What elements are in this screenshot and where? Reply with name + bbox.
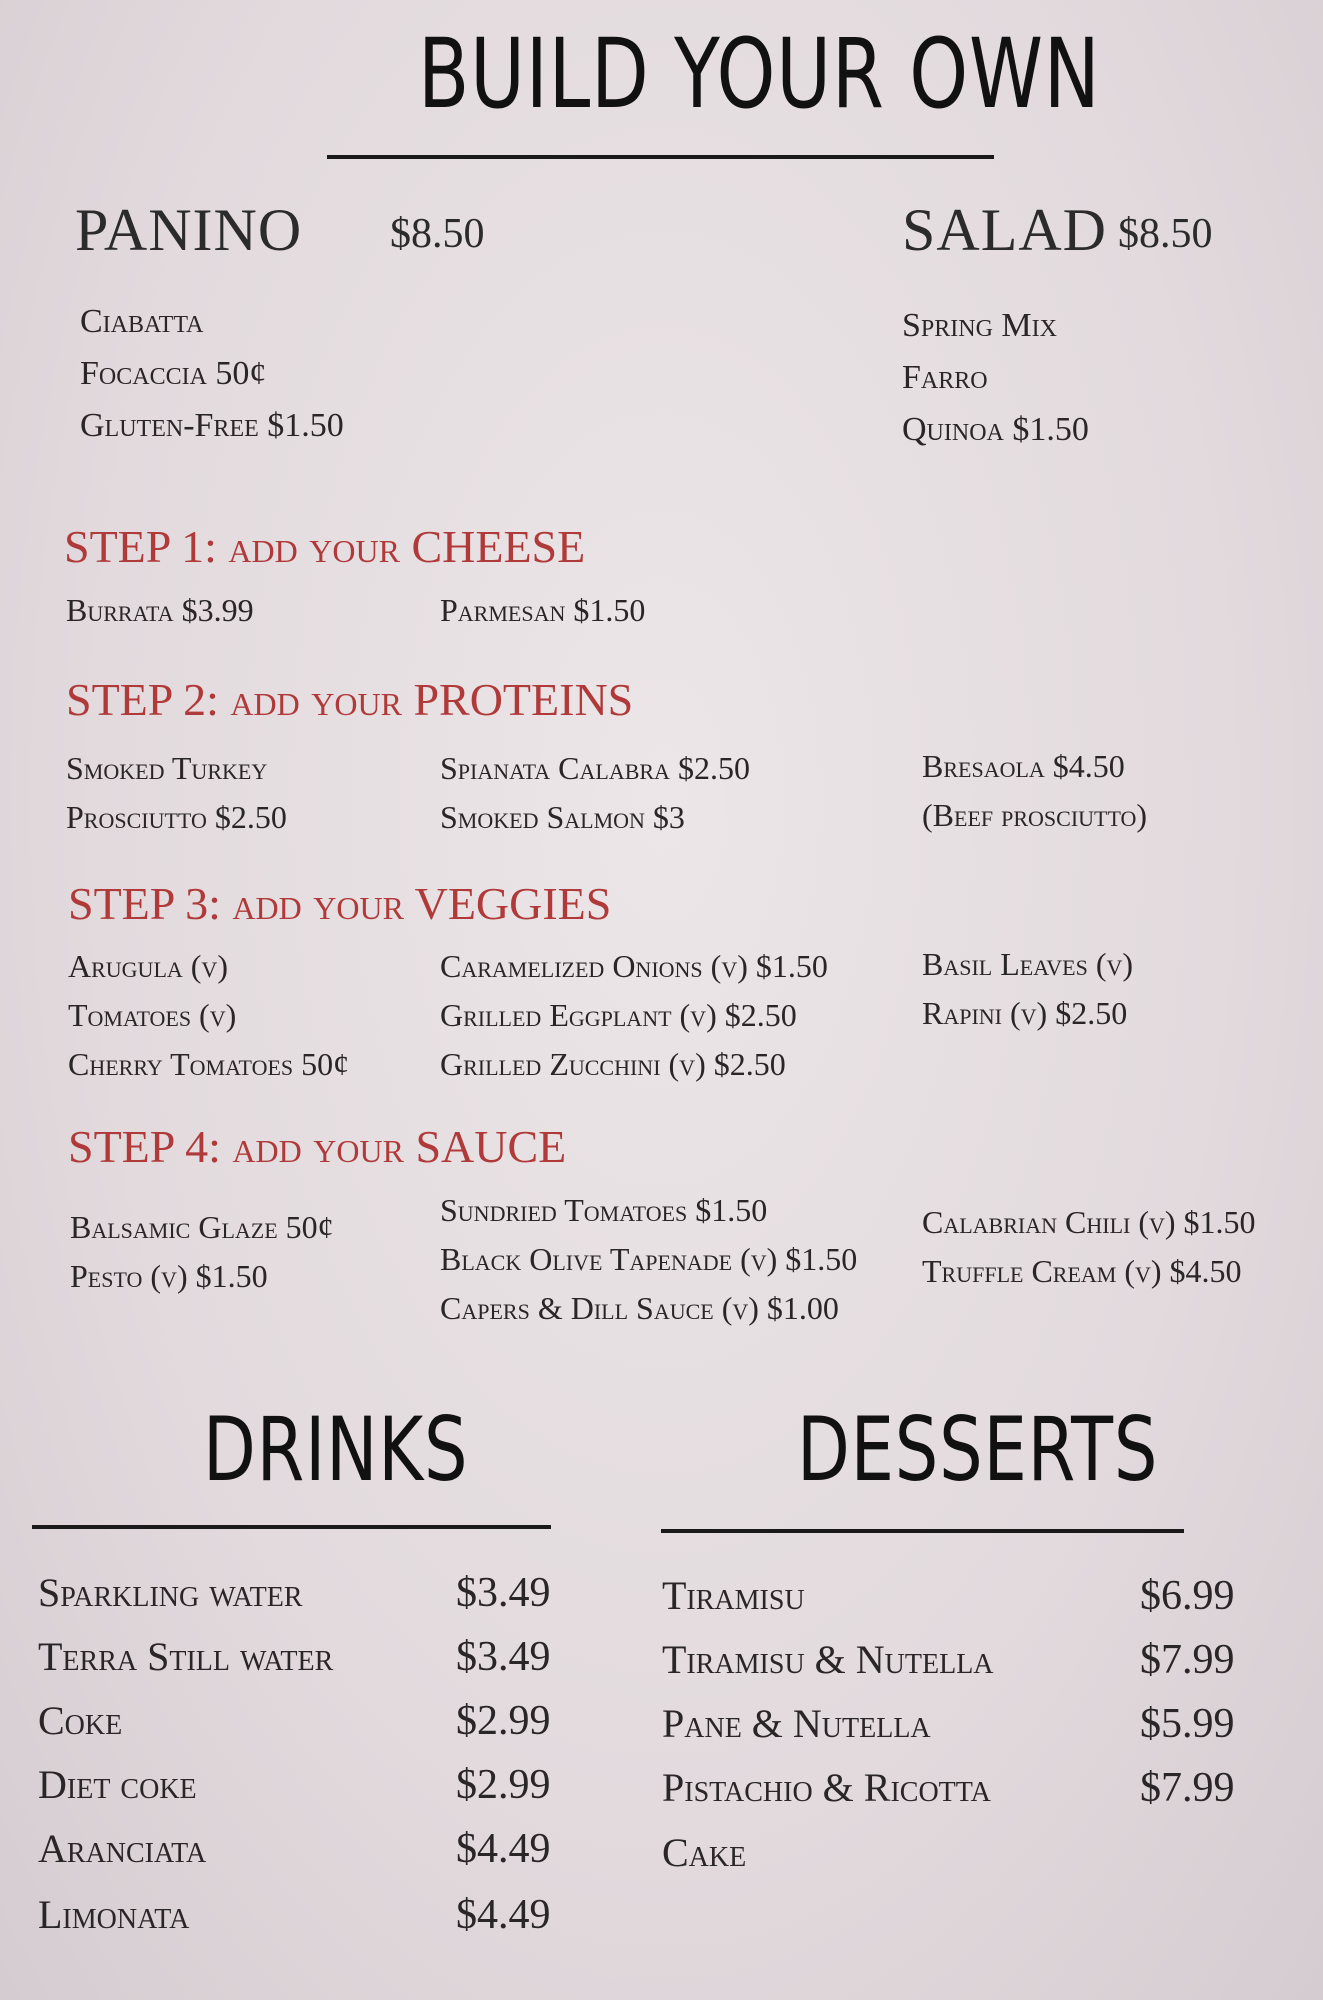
step-2-category: PROTEINS [413, 674, 634, 725]
step-4-col-1 [70, 1203, 334, 1301]
drink-name: Aranciata [38, 1826, 207, 1871]
veggie-item: Grilled Zucchini (v) $2.50 [440, 1046, 786, 1082]
step-4-heading [68, 1120, 566, 1173]
step-4-category: SAUCE [415, 1121, 567, 1172]
step-3-prefix: STEP 3: add your [68, 878, 415, 929]
drink-name: Coke [38, 1698, 123, 1743]
cheese-item: Burrata $3.99 [66, 592, 254, 628]
panino-heading: PANINO [75, 197, 303, 263]
dessert-name: Tiramisu [662, 1573, 805, 1618]
sauce-item: Balsamic Glaze 50¢ [70, 1209, 334, 1245]
drink-name: Diet coke [38, 1762, 197, 1807]
protein-item: Smoked Salmon $3 [440, 799, 685, 835]
dessert-price: $5.99 [1140, 1701, 1235, 1747]
sauce-item: Black Olive Tapenade (v) $1.50 [440, 1241, 858, 1277]
salad-option: Quinoa $1.50 [902, 411, 1089, 448]
step-3-col-3 [922, 940, 1133, 1038]
drink-price: $2.99 [456, 1762, 551, 1808]
step-1-prefix: STEP 1: add your [64, 521, 412, 572]
sauce-item: Capers & Dill Sauce (v) $1.00 [440, 1290, 839, 1326]
step-1-heading [64, 520, 585, 573]
step-3-heading [68, 877, 611, 930]
panino-option: Focaccia 50¢ [80, 355, 267, 392]
sauce-item: Pesto (v) $1.50 [70, 1258, 268, 1294]
title-divider [327, 155, 994, 159]
drink-name: Sparkling water [38, 1570, 303, 1615]
drinks-divider [32, 1525, 551, 1529]
salad-heading: SALAD [902, 197, 1108, 263]
sauce-item: Sundried Tomatoes $1.50 [440, 1192, 768, 1228]
drink-name: Limonata [38, 1892, 190, 1937]
step-3-col-1 [68, 942, 349, 1089]
drinks-heading: DRINKS [203, 1398, 469, 1501]
cheese-item: Parmesan $1.50 [440, 592, 646, 628]
salad-option: Farro [902, 359, 988, 396]
drink-price: $2.99 [456, 1698, 551, 1744]
step-4-prefix: STEP 4: add your [68, 1121, 416, 1172]
step-1-category: CHEESE [411, 521, 586, 572]
protein-item: Prosciutto $2.50 [66, 799, 287, 835]
panino-price: $8.50 [390, 211, 485, 257]
step-2-col-2 [440, 744, 750, 842]
dessert-name: Cake [662, 1830, 747, 1875]
panino-options [80, 296, 344, 452]
step-3-category: VEGGIES [414, 878, 612, 929]
step-4-col-2 [440, 1186, 857, 1333]
dessert-name: Pane & Nutella [662, 1701, 931, 1746]
veggie-item: Caramelized Onions (v) $1.50 [440, 948, 828, 984]
step-2-prefix: STEP 2: add your [66, 674, 414, 725]
menu-title: BUILD YOUR OWN [418, 18, 1101, 130]
dessert-name: Tiramisu & Nutella [662, 1637, 994, 1682]
protein-item: Bresaola $4.50 [922, 748, 1125, 784]
protein-item: Smoked Turkey [66, 750, 268, 786]
veggie-item: Grilled Eggplant (v) $2.50 [440, 997, 797, 1033]
veggie-item: Rapini (v) $2.50 [922, 995, 1128, 1031]
step-3-col-2 [440, 942, 828, 1089]
drink-price: $4.49 [456, 1826, 551, 1872]
desserts-divider [661, 1529, 1184, 1533]
veggie-item: Cherry Tomatoes 50¢ [68, 1046, 350, 1082]
step-2-col-3 [922, 742, 1147, 840]
desserts-heading: DESSERTS [797, 1398, 1159, 1501]
dessert-price: $7.99 [1140, 1765, 1235, 1811]
veggie-item: Basil Leaves (v) [922, 946, 1134, 982]
veggie-item: Arugula (v) [68, 948, 228, 984]
drink-price: $3.49 [456, 1634, 551, 1680]
dessert-name: Pistachio & Ricotta [662, 1765, 991, 1810]
protein-item: (Beef prosciutto) [922, 797, 1148, 833]
dessert-price: $6.99 [1140, 1573, 1235, 1619]
sauce-item: Truffle Cream (v) $4.50 [922, 1253, 1242, 1289]
salad-price: $8.50 [1118, 211, 1213, 257]
step-2-heading [66, 673, 633, 726]
salad-options [902, 300, 1089, 456]
step-2-col-1 [66, 744, 287, 842]
sauce-item: Calabrian Chili (v) $1.50 [922, 1204, 1256, 1240]
step-1-col-1 [66, 586, 254, 635]
dessert-price: $7.99 [1140, 1637, 1235, 1683]
step-1-col-2 [440, 586, 645, 635]
panino-option: Gluten-Free $1.50 [80, 407, 344, 444]
drink-price: $4.49 [456, 1892, 551, 1938]
drink-price: $3.49 [456, 1570, 551, 1616]
drink-name: Terra Still water [38, 1634, 334, 1679]
salad-option: Spring Mix [902, 307, 1057, 344]
veggie-item: Tomatoes (v) [68, 997, 237, 1033]
panino-option: Ciabatta [80, 303, 204, 340]
protein-item: Spianata Calabra $2.50 [440, 750, 750, 786]
step-4-col-3 [922, 1198, 1256, 1296]
